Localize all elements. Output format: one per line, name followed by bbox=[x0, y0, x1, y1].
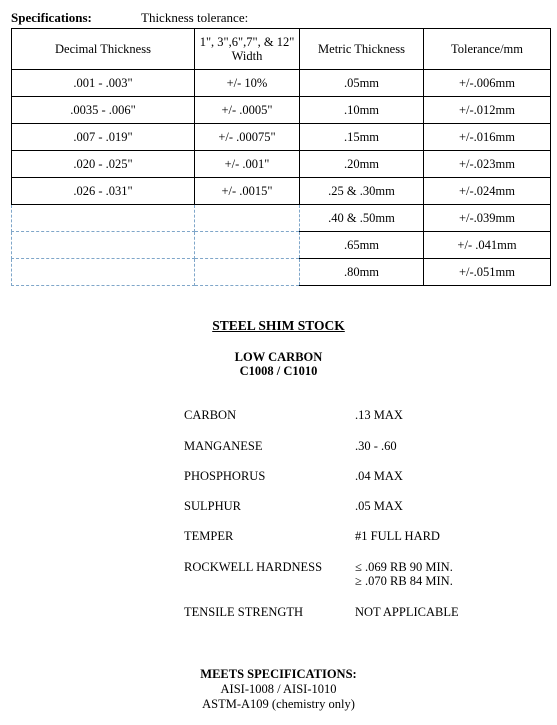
table-cell: +/- .001" bbox=[195, 151, 300, 178]
table-cell: +/-.016mm bbox=[424, 124, 551, 151]
table-cell: +/-.006mm bbox=[424, 70, 551, 97]
table-cell: +/- .00075" bbox=[195, 124, 300, 151]
empty-cell bbox=[12, 205, 195, 232]
table-row bbox=[12, 70, 551, 97]
specifications-label: Specifications: bbox=[11, 10, 92, 25]
table-cell: +/-.039mm bbox=[424, 205, 551, 232]
property-value bbox=[355, 560, 453, 588]
empty-cell bbox=[12, 232, 195, 259]
table-cell: +/-.051mm bbox=[424, 259, 551, 286]
table-cell: .20mm bbox=[300, 151, 424, 178]
table-cell: .10mm bbox=[300, 97, 424, 124]
property-name: CARBON bbox=[184, 408, 237, 422]
header-tolerance-mm: Tolerance/mm bbox=[424, 29, 551, 70]
property-value: .04 MAX bbox=[355, 469, 403, 483]
table-cell: .65mm bbox=[300, 232, 424, 259]
table-row bbox=[12, 151, 551, 178]
header-metric-thickness: Metric Thickness bbox=[300, 29, 424, 70]
thickness-tolerance-label: Thickness tolerance: bbox=[141, 10, 249, 25]
table-cell: +/-.012mm bbox=[424, 97, 551, 124]
property-value: .13 MAX bbox=[355, 408, 403, 422]
material-grade bbox=[0, 350, 557, 378]
table-row bbox=[12, 97, 551, 124]
hardness-line-1: ≤ .069 RB 90 MIN. bbox=[355, 560, 453, 574]
thickness-tolerance-table bbox=[11, 28, 551, 286]
property-value: #1 FULL HARD bbox=[355, 529, 440, 543]
property-name: TEMPER bbox=[184, 529, 234, 543]
table-cell: +/- .041mm bbox=[424, 232, 551, 259]
property-name: PHOSPHORUS bbox=[184, 469, 266, 483]
empty-cell bbox=[195, 259, 300, 286]
header-width-tolerance: 1", 3",6",7", & 12" Width bbox=[195, 29, 300, 70]
table-cell: +/- .0005" bbox=[195, 97, 300, 124]
meets-line-1: AISI-1008 / AISI-1010 bbox=[220, 682, 337, 696]
table-cell: +/- .0015" bbox=[195, 178, 300, 205]
table-cell: +/-.024mm bbox=[424, 178, 551, 205]
table-row bbox=[12, 232, 551, 259]
table-row bbox=[12, 178, 551, 205]
table-cell: .026 - .031" bbox=[12, 178, 195, 205]
property-name: MANGANESE bbox=[184, 439, 263, 453]
grade-line-1: LOW CARBON bbox=[234, 350, 323, 364]
property-value: .30 - .60 bbox=[355, 439, 397, 453]
empty-cell bbox=[12, 259, 195, 286]
hardness-line-2: ≥ .070 RB 84 MIN. bbox=[355, 574, 453, 588]
table-cell: .05mm bbox=[300, 70, 424, 97]
meets-heading: MEETS SPECIFICATIONS: bbox=[200, 667, 357, 681]
grade-line-2: C1008 / C1010 bbox=[239, 364, 318, 378]
table-row bbox=[12, 259, 551, 286]
meets-line-2: ASTM-A109 (chemistry only) bbox=[202, 697, 355, 711]
empty-cell bbox=[195, 232, 300, 259]
header-decimal-thickness: Decimal Thickness bbox=[12, 29, 195, 70]
table-cell: .007 - .019" bbox=[12, 124, 195, 151]
property-name: SULPHUR bbox=[184, 499, 241, 513]
page-title: STEEL SHIM STOCK bbox=[212, 318, 345, 333]
table-row bbox=[12, 205, 551, 232]
table-cell: +/- 10% bbox=[195, 70, 300, 97]
table-cell: .020 - .025" bbox=[12, 151, 195, 178]
table-row bbox=[12, 124, 551, 151]
table-cell: .001 - .003" bbox=[12, 70, 195, 97]
table-cell: .40 & .50mm bbox=[300, 205, 424, 232]
table-cell: .25 & .30mm bbox=[300, 178, 424, 205]
property-name: ROCKWELL HARDNESS bbox=[184, 560, 323, 574]
property-name: TENSILE STRENGTH bbox=[184, 605, 304, 619]
table-header-row bbox=[12, 29, 551, 70]
meets-specifications bbox=[0, 667, 557, 712]
specifications-header bbox=[11, 10, 249, 26]
table-cell: .15mm bbox=[300, 124, 424, 151]
table-cell: +/-.023mm bbox=[424, 151, 551, 178]
property-value: NOT APPLICABLE bbox=[355, 605, 459, 619]
property-value: .05 MAX bbox=[355, 499, 403, 513]
empty-cell bbox=[195, 205, 300, 232]
table-cell: .80mm bbox=[300, 259, 424, 286]
table-cell: .0035 - .006" bbox=[12, 97, 195, 124]
